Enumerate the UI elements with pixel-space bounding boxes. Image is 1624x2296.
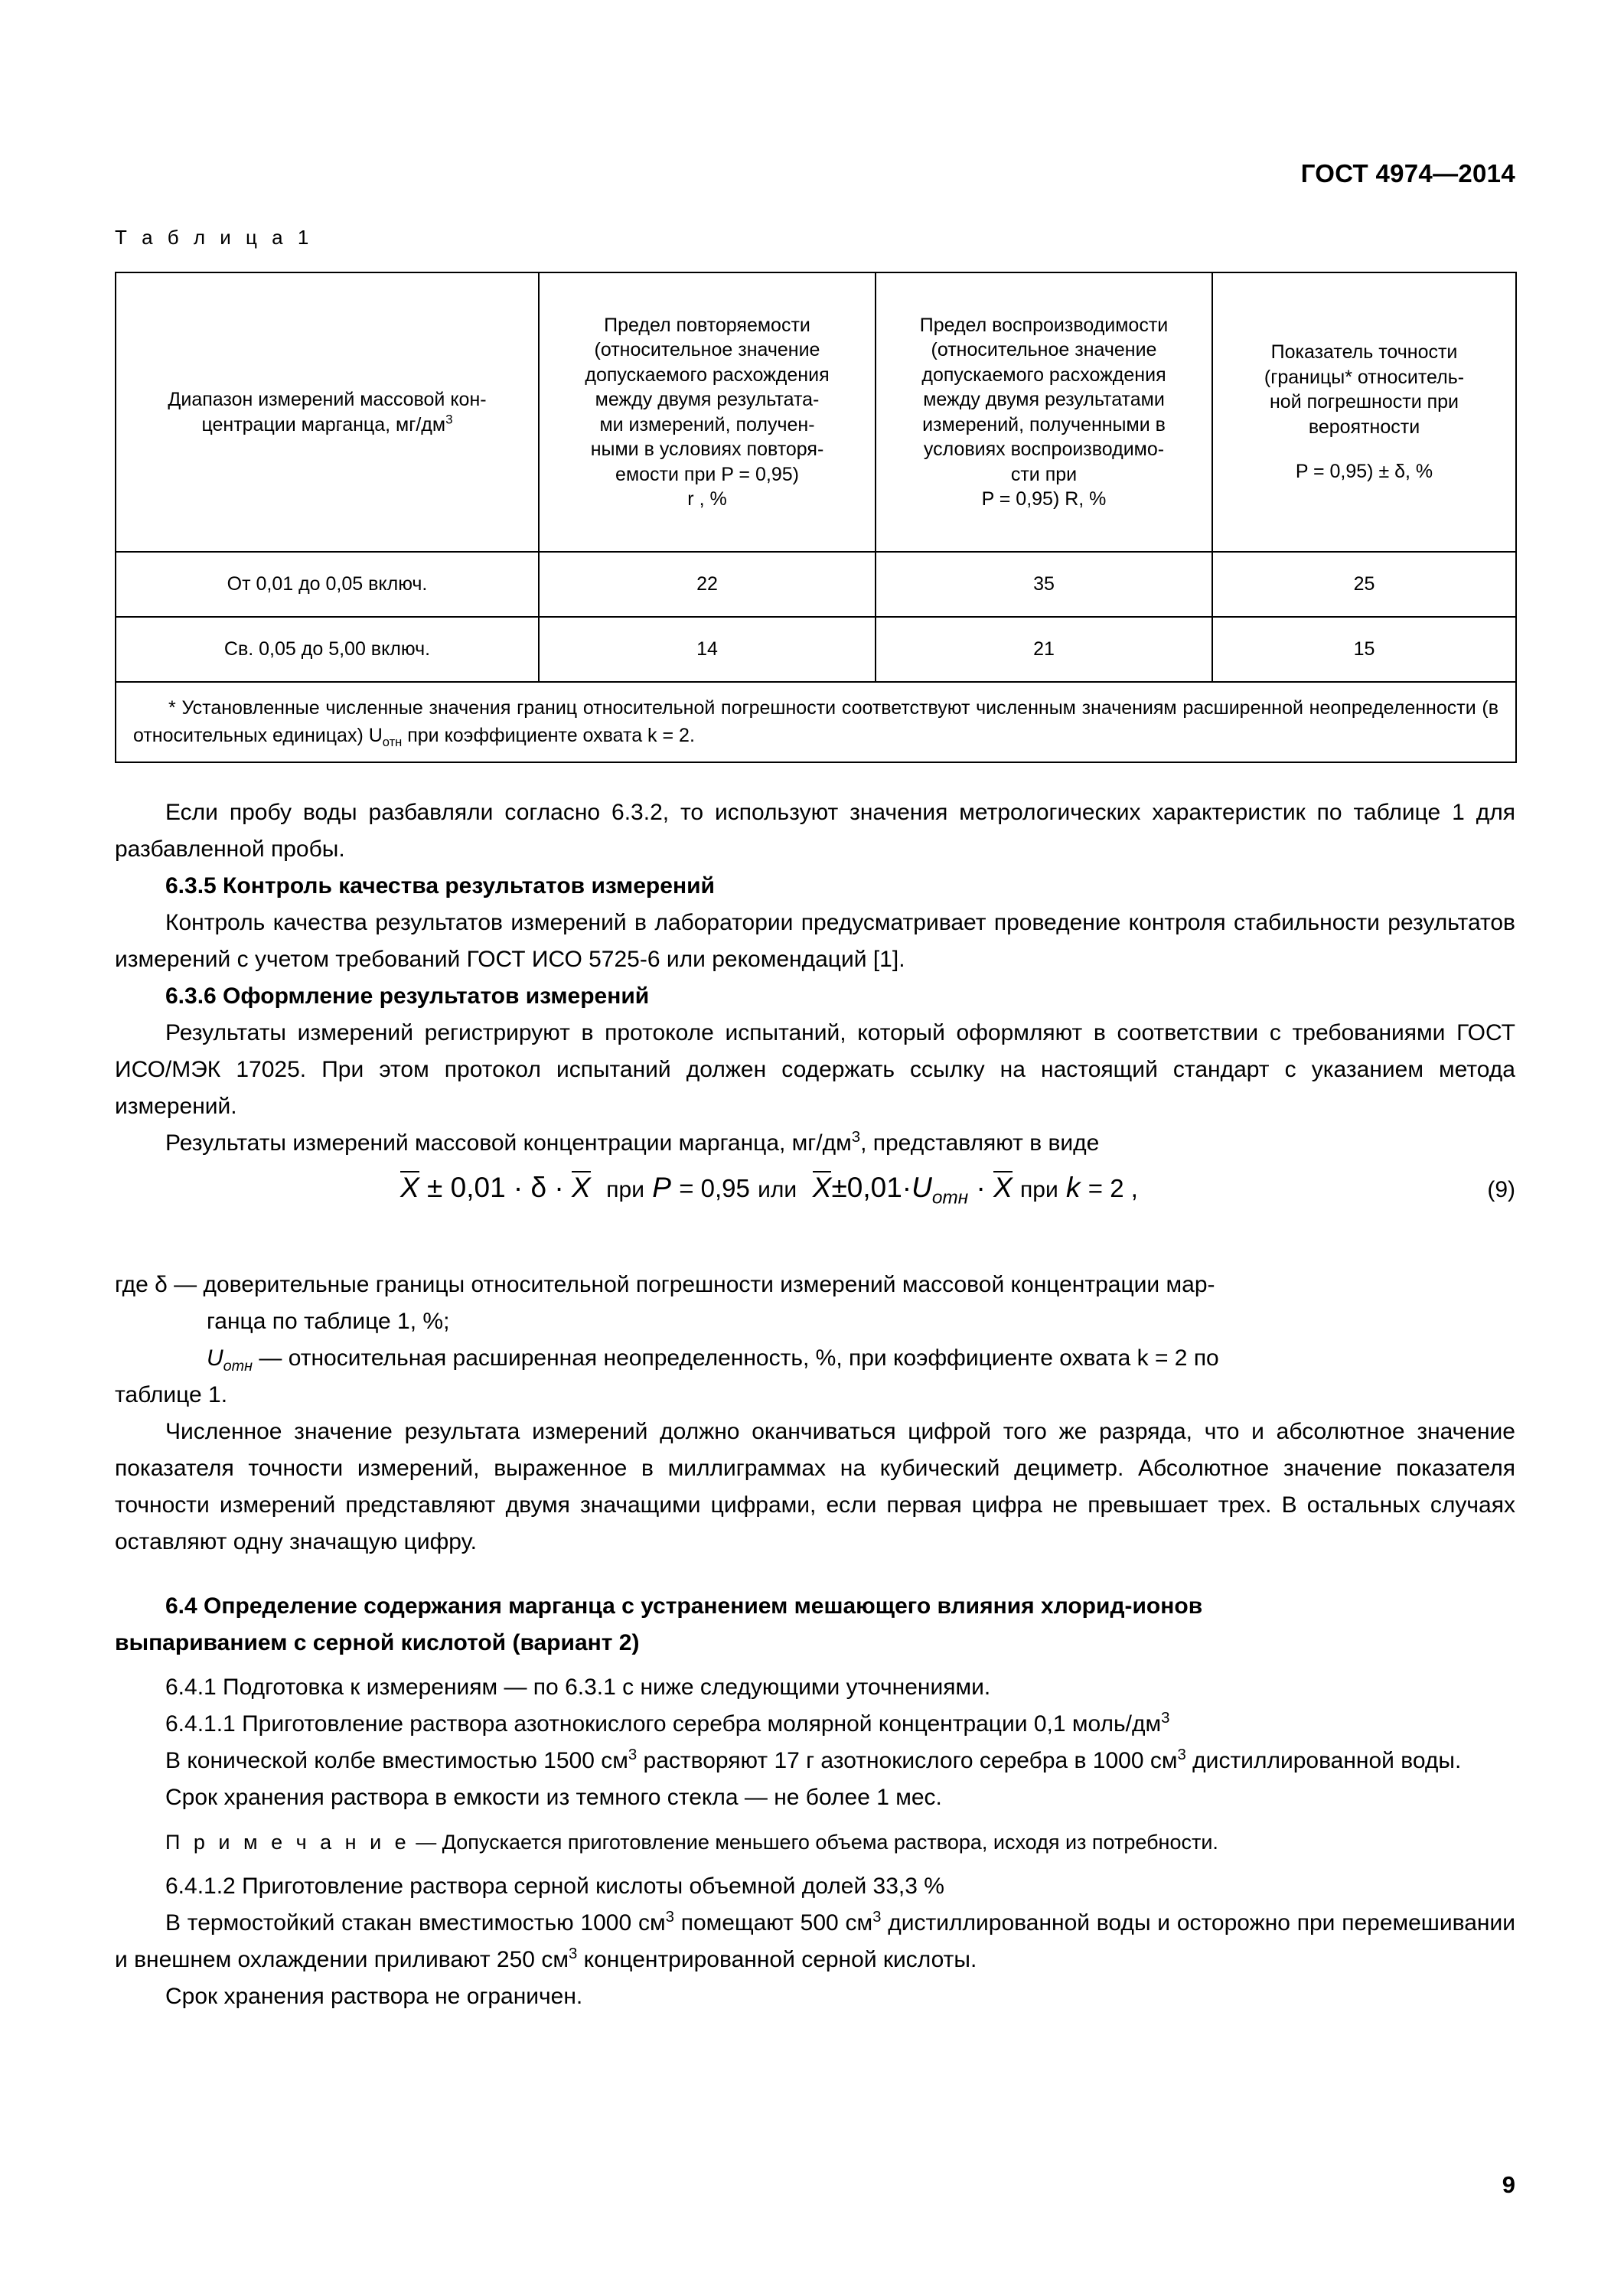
document-header-standard-number: ГОСТ 4974—2014 xyxy=(1300,159,1515,188)
formula-operator-part: ±0,01· xyxy=(831,1172,912,1203)
superscript-three: 3 xyxy=(872,1909,882,1926)
column-header-accuracy-index xyxy=(1212,272,1516,552)
table-footnote xyxy=(116,682,1516,762)
formula-x-bar: X xyxy=(993,1172,1013,1203)
table-row xyxy=(116,552,1516,617)
formula-k-value: = 2 , xyxy=(1088,1174,1138,1202)
formula-word-pri: при xyxy=(606,1177,644,1202)
superscript-three: 3 xyxy=(628,1746,638,1763)
column-header-line: (относительное значение xyxy=(594,339,820,360)
paragraph-text-part: дистиллированной воды. xyxy=(1185,1748,1462,1773)
superscript-three: 3 xyxy=(1161,1710,1170,1727)
paragraph-dilution: Если пробу воды разбавляли согласно 6.3.2, то используют значения метрологических характеристик по таблице 1 для разбавленной пробы. xyxy=(115,800,1515,862)
column-header-line: вероятности xyxy=(1308,416,1420,438)
formula-number: (9) xyxy=(1487,1177,1515,1202)
superscript-three: 3 xyxy=(568,1945,578,1962)
paragraph-storage-period-one: Срок хранения раствора в емкости из темного стекла — не более 1 мес. xyxy=(165,1785,942,1810)
paragraph-6-4-1: 6.4.1 Подготовка к измерениям — по 6.3.1 с ниже следующими уточнениями. xyxy=(165,1675,991,1700)
formula-x-bar: X xyxy=(812,1172,832,1203)
where-u-subscript: отн xyxy=(223,1358,253,1375)
table-caption: Т а б л и ц а 1 xyxy=(115,226,314,249)
heading-6-4-line-one: 6.4 Определение содержания марганца с устранением мешающего влияния хлорид-ионов xyxy=(165,1593,1203,1619)
paragraph-storage-period-two: Срок хранения раствора не ограничен. xyxy=(165,1984,583,2009)
formula-word-pri: при xyxy=(1020,1177,1058,1202)
table-footnote-row xyxy=(116,682,1516,762)
paragraph-6-3-6-presentation xyxy=(115,1125,1515,1162)
paragraph-text-part: концентрированной серной кислоты. xyxy=(577,1947,977,1972)
note-paragraph xyxy=(115,1824,1515,1861)
formula-k-symbol: k xyxy=(1066,1172,1081,1203)
cell-accuracy: 25 xyxy=(1212,552,1516,617)
paragraph-text-part: растворяют 17 г азотнокислого серебра в 1000 см xyxy=(637,1748,1178,1773)
paragraph-rounding-rules: Численное значение результата измерений должно оканчиваться цифрой того же разряда, что и абсолютное значение показателя точности измерений, выраженное в миллиграммах на кубический дециметр. Абсолютное значение показателя точности измерений представляют двумя значащими цифрами, если первая цифра не превышает трех. В остальных случаях оставляют одну значащую цифру. xyxy=(115,1419,1515,1554)
column-header-line: допускаемого расхождения xyxy=(921,364,1166,386)
paragraph-6-3-5: Контроль качества результатов измерений в лаборатории предусматривает проведение контроля стабильности результатов измерений с учетом требований ГОСТ ИСО 5725-6 или рекомендаций [1]. xyxy=(115,910,1515,972)
formula-x-bar: X xyxy=(572,1172,591,1203)
column-header-line: условиях воспроизводимо- xyxy=(923,439,1165,460)
paragraph-6-4-1-2-procedure xyxy=(115,1905,1515,1978)
cell-measurement-range: От 0,01 до 0,05 включ. xyxy=(116,552,539,617)
superscript-three: 3 xyxy=(445,412,453,427)
cell-measurement-range: Св. 0,05 до 5,00 включ. xyxy=(116,617,539,682)
header-spacer xyxy=(1221,439,1508,459)
paragraph-text-part: помещают 500 см xyxy=(673,1910,873,1936)
paragraph-text-part: Результаты измерений массовой концентрации марганца, мг/дм xyxy=(165,1130,852,1156)
where-delta-line-two: ганца по таблице 1, %; xyxy=(207,1309,450,1334)
table-header-row xyxy=(116,272,1516,552)
column-header-line: между двумя результатами xyxy=(923,389,1165,410)
cell-accuracy: 15 xyxy=(1212,617,1516,682)
footnote-text-part-one: * Установленные численные значения границ относительной погрешности соответствуют численным значениям расширенной неопределенности (в относительных единицах) U xyxy=(133,697,1498,746)
column-header-line: центрации марганца, мг/дм xyxy=(201,413,446,435)
formula-row-9 xyxy=(115,1171,1515,1208)
paragraph-6-4-1-2-title: 6.4.1.2 Приготовление раствора серной кислоты объемной долей 33,3 % xyxy=(165,1874,944,1899)
formula-expression xyxy=(115,1171,1423,1208)
cell-reproducibility: 35 xyxy=(876,552,1212,617)
where-u-line-continued: таблице 1. xyxy=(115,1382,228,1407)
heading-6-3-6: 6.3.6 Оформление результатов измерений xyxy=(165,983,650,1009)
column-header-line: (относительное значение xyxy=(931,339,1157,360)
cell-reproducibility: 21 xyxy=(876,617,1212,682)
column-header-line: Показатель точности xyxy=(1270,341,1458,364)
heading-6-3-5: 6.3.5 Контроль качества результатов измерений xyxy=(165,873,715,899)
table-row xyxy=(116,617,1516,682)
column-header-line: ными в условиях повторя- xyxy=(590,439,824,460)
column-header-line: ми измерений, получен- xyxy=(599,413,815,435)
column-header-symbol: P = 0,95) ± δ, % xyxy=(1295,461,1433,483)
metrological-characteristics-table xyxy=(115,272,1517,763)
column-header-line: (границы* относитель- xyxy=(1264,366,1465,388)
column-header-repeatability-limit xyxy=(539,272,876,552)
section-spacer xyxy=(115,1861,1515,1868)
superscript-three: 3 xyxy=(665,1909,674,1926)
column-header-line: между двумя результата- xyxy=(595,389,820,410)
column-header-line: измерений, полученными в xyxy=(922,413,1166,435)
paragraph-text-part: В конической колбе вместимостью 1500 см xyxy=(165,1748,628,1773)
note-text: — Допускается приготовление меньшего объема раствора, исходя из потребности. xyxy=(409,1831,1218,1854)
formula-delta-symbol: δ xyxy=(530,1172,547,1203)
formula-word-ili: или xyxy=(758,1177,797,1202)
paragraph-6-4-1-1-title xyxy=(115,1706,1515,1743)
paragraph-6-3-6-protocol: Результаты измерений регистрируют в протоколе испытаний, который оформляют в соответствии с требованиями ГОСТ ИСО/МЭК 17025. При этом протокол испытаний должен содержать ссылку на настоящий стандарт с указанием метода измерений. xyxy=(115,1020,1515,1119)
formula-p-value: = 0,95 xyxy=(679,1174,750,1202)
body-block-section-6-4 xyxy=(115,1588,1515,2015)
note-label: П р и м е ч а н и е xyxy=(165,1831,410,1854)
paragraph-text-part: , представляют в виде xyxy=(860,1130,1100,1156)
formula-p-symbol: P xyxy=(652,1172,671,1203)
page-number: 9 xyxy=(1502,2171,1515,2198)
superscript-three: 3 xyxy=(1177,1746,1186,1763)
where-u-line xyxy=(115,1340,1515,1377)
column-header-measurement-range xyxy=(116,272,539,552)
column-header-symbol: P = 0,95) R, % xyxy=(981,488,1107,510)
formula-u-subscript: отн xyxy=(931,1187,969,1208)
column-header-reproducibility-limit xyxy=(876,272,1212,552)
section-spacer xyxy=(115,1816,1515,1824)
paragraph-text-part: дистиллированной воды и осторожно при перемешивании и внешнем охлаждении приливают 250 см xyxy=(115,1910,1516,1972)
heading-6-4-line-two: выпариванием с серной кислотой (вариант 2) xyxy=(115,1630,640,1655)
body-block-where xyxy=(115,1267,1515,1561)
formula-dot: · xyxy=(554,1172,564,1203)
formula-dot: · xyxy=(976,1172,986,1203)
cell-repeatability: 14 xyxy=(539,617,876,682)
footnote-text-part-two: при коэффициенте охвата k = 2. xyxy=(402,724,695,746)
formula-u-symbol: U xyxy=(911,1172,932,1203)
column-header-line: Диапазон измерений массовой кон- xyxy=(168,389,487,410)
column-header-symbol: r , % xyxy=(687,488,727,510)
section-spacer xyxy=(115,1662,1515,1669)
where-u-text: — относительная расширенная неопределенность, %, при коэффициенте охвата k = 2 по xyxy=(253,1345,1219,1371)
cell-repeatability: 22 xyxy=(539,552,876,617)
paragraph-6-4-1-1-procedure xyxy=(115,1743,1515,1779)
column-header-line: сти при xyxy=(1010,463,1078,485)
paragraph-text-part: 6.4.1.1 Приготовление раствора азотнокислого серебра молярной концентрации 0,1 моль/дм xyxy=(165,1711,1162,1737)
column-header-line: Предел повторяемости xyxy=(604,314,810,336)
column-header-line: допускаемого расхождения xyxy=(585,364,830,386)
where-delta-line-one: где δ — доверительные границы относительной погрешности измерений массовой концентрации мар- xyxy=(115,1272,1215,1297)
paragraph-text-part: В термостойкий стакан вместимостью 1000 см xyxy=(165,1910,666,1936)
formula-operator-part: ± 0,01 · xyxy=(427,1172,523,1203)
where-u-symbol: U xyxy=(207,1345,223,1371)
column-header-line: ной погрешности при xyxy=(1269,391,1459,413)
formula-x-bar: X xyxy=(400,1172,419,1203)
column-header-line: емости при P = 0,95) xyxy=(615,463,799,485)
superscript-three: 3 xyxy=(851,1129,861,1146)
footnote-subscript: отн xyxy=(382,735,403,749)
body-block-upper xyxy=(115,794,1515,1162)
column-header-line: Предел воспроизводимости xyxy=(919,314,1169,336)
